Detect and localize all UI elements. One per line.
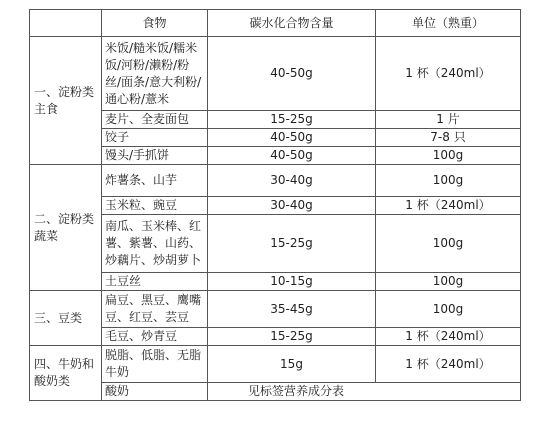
carb-cell: 40-50g <box>208 129 376 147</box>
table-row <box>30 111 521 129</box>
table-row <box>30 129 521 147</box>
category-cell: 三、豆类 <box>30 291 102 346</box>
header-carb: 碳水化合物含量 <box>208 10 376 37</box>
carb-cell: 30-40g <box>208 165 376 197</box>
carb-cell: 15-25g <box>208 111 376 129</box>
table-row <box>30 383 521 401</box>
food-cell: 毛豆、炒青豆 <box>102 328 208 346</box>
table-row <box>30 147 521 165</box>
food-cell: 饺子 <box>102 129 208 147</box>
category-cell: 一、淀粉类主食 <box>30 37 102 165</box>
food-cell: 炸薯条、山芋 <box>102 165 208 197</box>
food-cell: 南瓜、玉米棒、红薯、紫薯、山药、炒藕片、炒胡萝卜 <box>102 215 208 273</box>
unit-cell: 100g <box>376 165 521 197</box>
category-cell: 四、牛奶和酸奶类 <box>30 346 102 401</box>
food-cell: 玉米粒、豌豆 <box>102 197 208 215</box>
carb-table <box>29 9 521 401</box>
category-cell: 二、淀粉类蔬菜 <box>30 165 102 291</box>
table-row <box>30 197 521 215</box>
food-cell: 米饭/糙米饭/糯米饭/河粉/濑粉/粉丝/面条/意大利粉/通心粉/薏米 <box>102 37 208 111</box>
unit-cell: 100g <box>376 273 521 291</box>
table-row <box>30 273 521 291</box>
header-row <box>30 10 521 37</box>
food-cell: 麦片、全麦面包 <box>102 111 208 129</box>
table-row <box>30 37 521 111</box>
food-cell: 馒头/手抓饼 <box>102 147 208 165</box>
carb-cell: 40-50g <box>208 37 376 111</box>
header-category <box>30 10 102 37</box>
unit-cell: 100g <box>376 147 521 165</box>
unit-cell: 100g <box>376 291 521 328</box>
food-cell: 酸奶 <box>102 383 208 401</box>
table-row <box>30 291 521 328</box>
carb-cell: 15-25g <box>208 328 376 346</box>
food-cell: 扁豆、黑豆、鹰嘴豆、红豆、芸豆 <box>102 291 208 328</box>
food-cell: 脱脂、低脂、无脂牛奶 <box>102 346 208 383</box>
carb-cell: 35-45g <box>208 291 376 328</box>
unit-cell: 1 杯（240ml） <box>376 197 521 215</box>
unit-cell: 1 片 <box>376 111 521 129</box>
carb-cell: 15-25g <box>208 215 376 273</box>
header-food: 食物 <box>102 10 208 37</box>
unit-cell: 1 杯（240ml） <box>376 37 521 111</box>
carb-cell: 30-40g <box>208 197 376 215</box>
carb-cell: 15g <box>208 346 376 383</box>
table-row <box>30 215 521 273</box>
table-row <box>30 165 521 197</box>
table-row <box>30 346 521 383</box>
header-unit: 单位（熟重） <box>376 10 521 37</box>
carb-cell: 10-15g <box>208 273 376 291</box>
unit-cell: 1 杯（240ml） <box>376 346 521 383</box>
unit-cell: 100g <box>376 215 521 273</box>
unit-cell: 1 杯（240ml） <box>376 328 521 346</box>
note-cell: 见标签营养成分表 <box>208 383 521 401</box>
unit-cell: 7-8 只 <box>376 129 521 147</box>
table-row <box>30 328 521 346</box>
food-cell: 土豆丝 <box>102 273 208 291</box>
carb-cell: 40-50g <box>208 147 376 165</box>
